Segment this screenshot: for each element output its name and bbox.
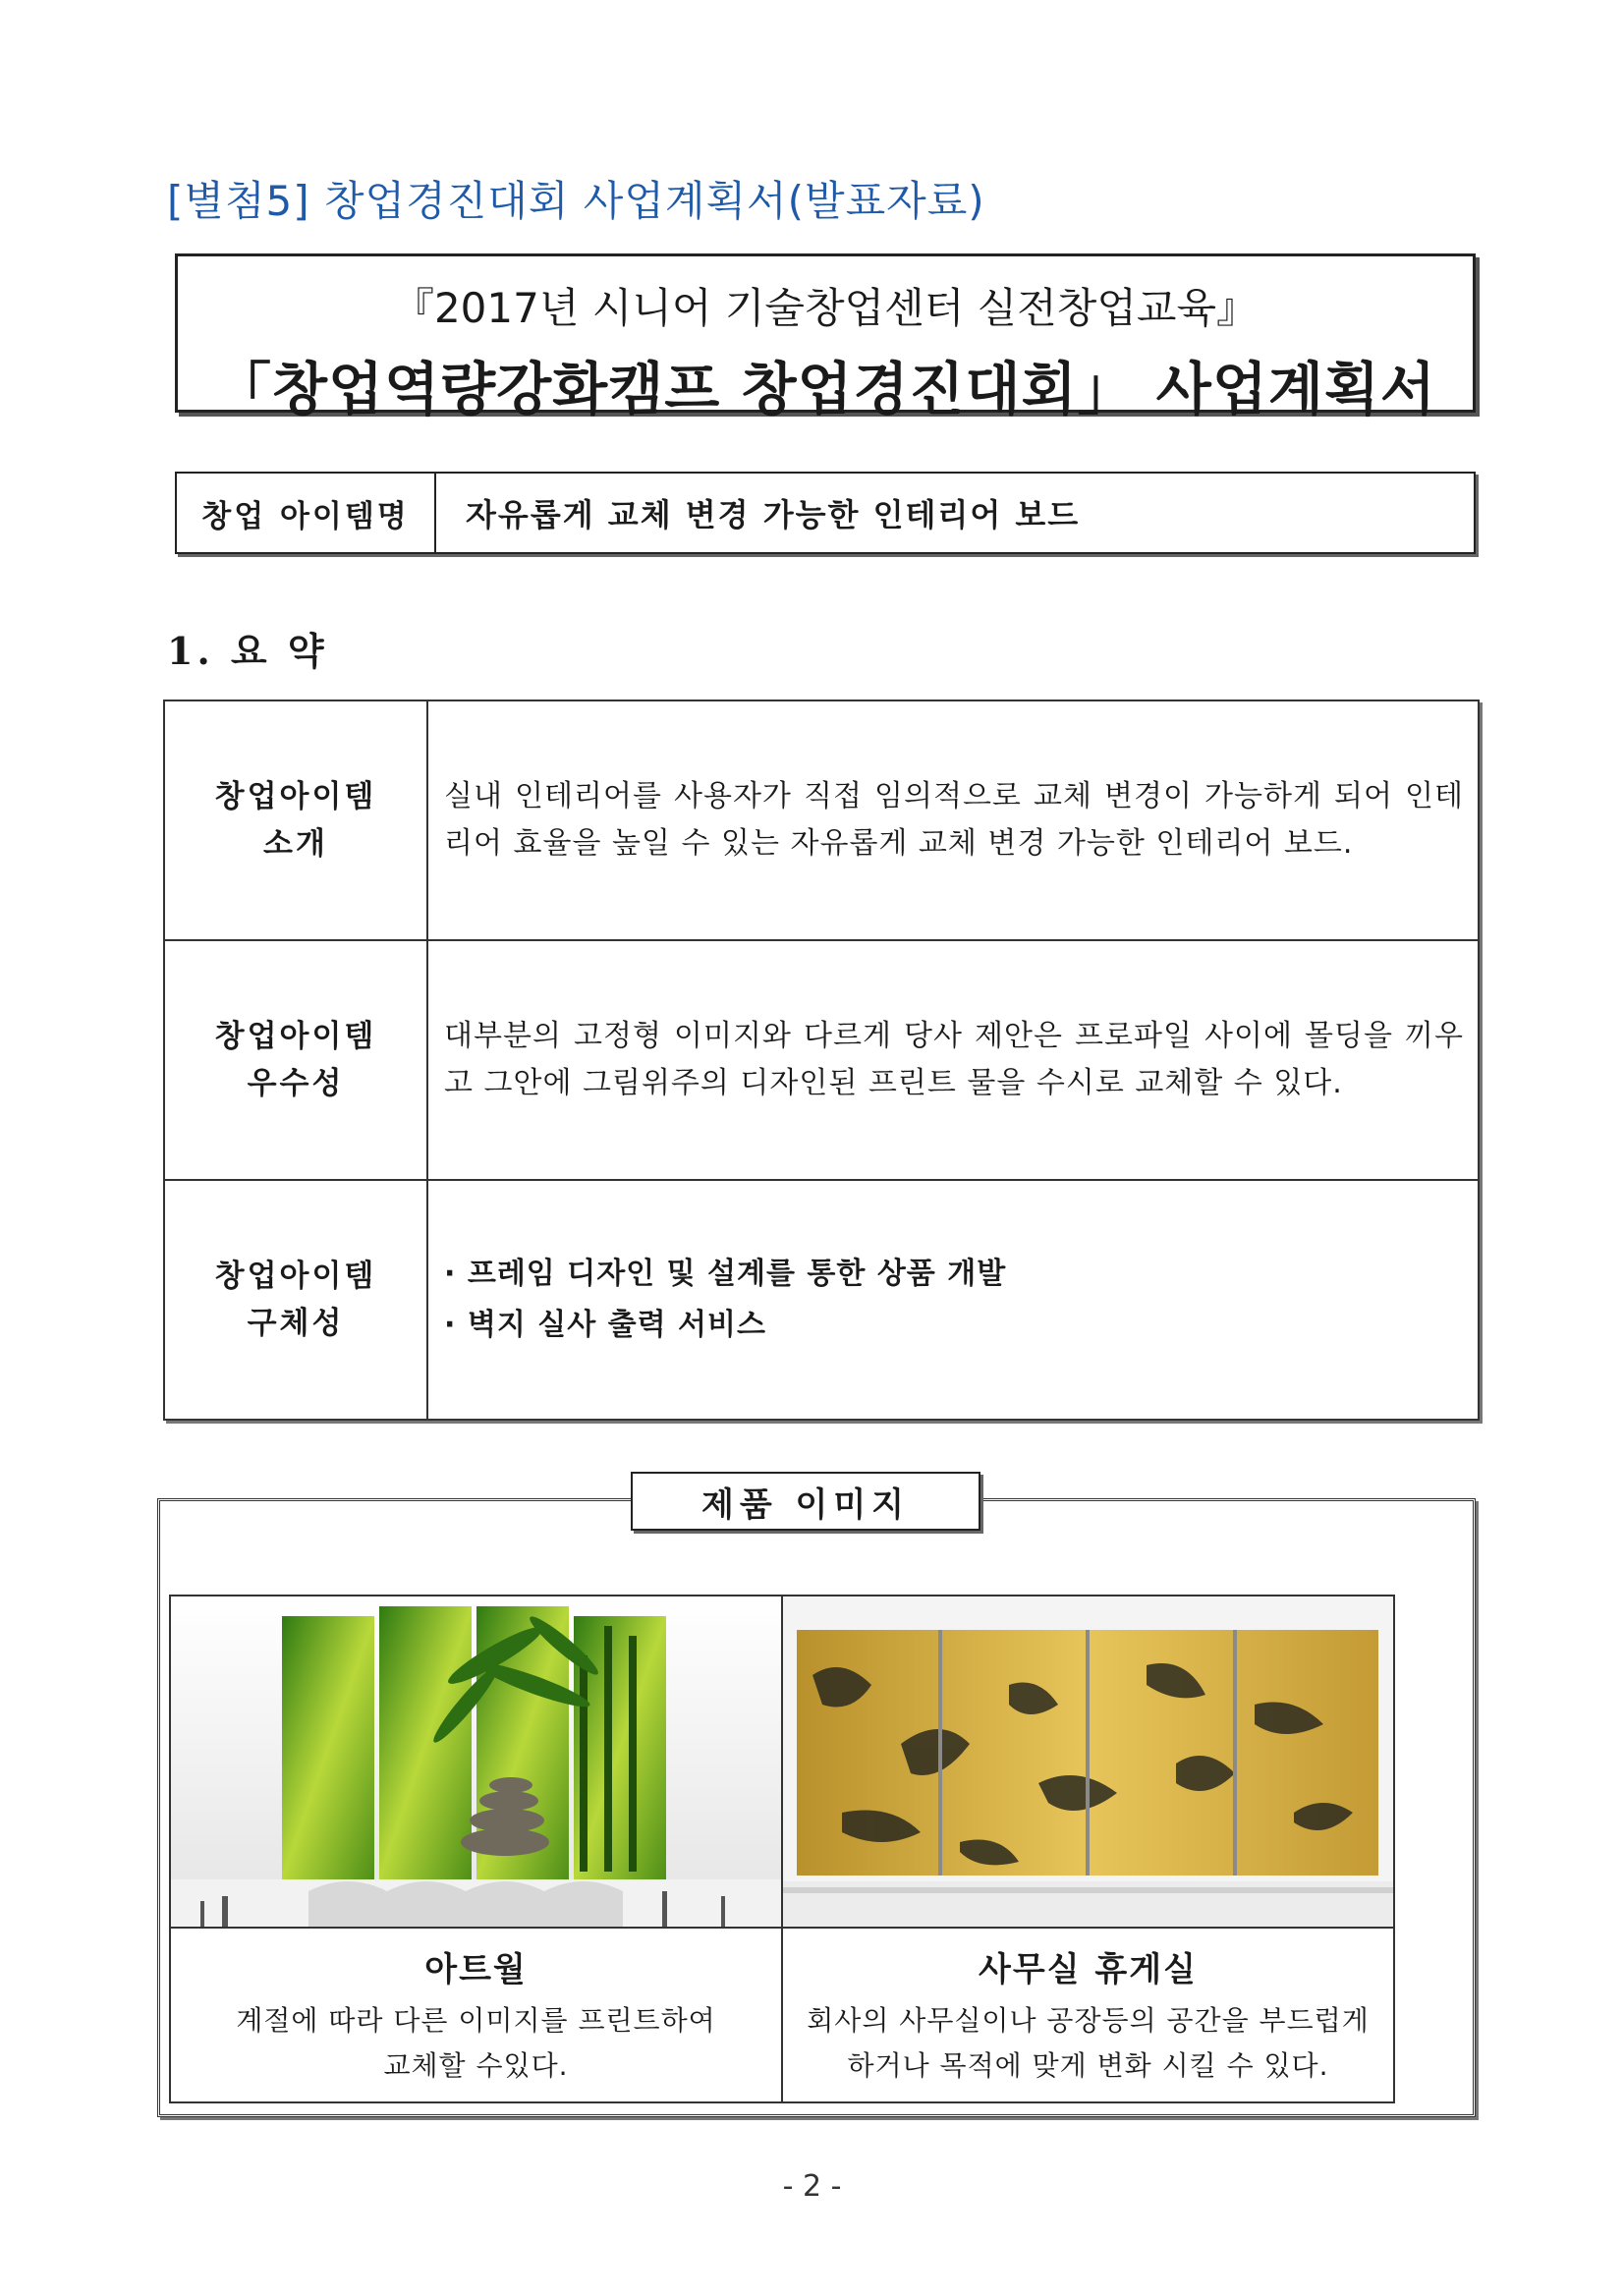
gold-marble-panels-image (783, 1596, 1393, 1927)
row-content: 대부분의 고정형 이미지와 다르게 당사 제안은 프로파일 사이에 몰딩을 끼우고 그안에 그림위주의 디자인된 프린트 물을 수시로 교체할 수 있다. (427, 940, 1479, 1180)
row-label (164, 700, 427, 940)
summary-table (163, 700, 1480, 1421)
attachment-label: [별첨5] 창업경진대회 사업계획서(발표자료) (167, 177, 985, 225)
caption-desc-line: 교체할 수있다. (383, 2049, 569, 2082)
office-lounge-photo (783, 1596, 1393, 1929)
summary-row-excellence (164, 940, 1479, 1180)
caption-title: 사무실 휴게실 (979, 1950, 1198, 1989)
summary-row-specificity (164, 1180, 1479, 1420)
row-label-line: 창업아이템 (214, 779, 377, 814)
product-art-wall (171, 1596, 781, 2101)
caption-title: 아트월 (424, 1950, 528, 1989)
summary-row-introduction (164, 700, 1479, 940)
item-name-label: 창업 아이템명 (177, 474, 436, 552)
row-label-line: 우수성 (247, 1066, 345, 1101)
product-image-panel-title: 제품 이미지 (631, 1472, 980, 1531)
row-content: 실내 인테리어를 사용자가 직접 임의적으로 교체 변경이 가능하게 되어 인테리어 효율을 높일 수 있는 자유롭게 교체 변경 가능한 인테리어 보드. (427, 700, 1479, 940)
art-wall-photo (171, 1596, 781, 1929)
row-label-line: 창업아이템 (214, 1019, 377, 1054)
product-office-lounge (781, 1596, 1393, 2101)
row-content (427, 1180, 1479, 1420)
item-name-row (175, 472, 1476, 554)
title-box (175, 253, 1476, 422)
office-lounge-caption (783, 1929, 1393, 2101)
caption-desc-line: 회사의 사무실이나 공장등의 공간을 부드럽게 (807, 2004, 1370, 2037)
row-label (164, 940, 427, 1180)
item-name-value: 자유롭게 교체 변경 가능한 인테리어 보드 (466, 496, 1081, 533)
section-heading-summary: 1. 요 약 (167, 629, 328, 673)
caption-desc-line: 계절에 따라 다른 이미지를 프린트하여 (236, 2004, 716, 2037)
row-label-line: 소개 (263, 826, 328, 862)
page-number: - 2 - (782, 2169, 842, 2204)
row-label-line: 구체성 (247, 1306, 345, 1341)
bullet-item: · 프레임 디자인 및 설계를 통한 상품 개발 (444, 1257, 1007, 1291)
caption-desc-line: 하거나 목적에 맞게 변화 시킬 수 있다. (847, 2049, 1329, 2082)
product-image-grid (169, 1595, 1395, 2103)
row-label-line: 창업아이템 (214, 1259, 377, 1294)
bamboo-stones-image (171, 1596, 781, 1927)
document-title: 「창업역량강화캠프 창업경진대회」 사업계획서 (214, 356, 1436, 422)
art-wall-caption (171, 1929, 781, 2101)
row-label (164, 1180, 427, 1420)
title-subheading: 『2017년 시니어 기술창업센터 실전창업교육』 (392, 284, 1259, 332)
bullet-item: · 벽지 실사 출력 서비스 (444, 1308, 766, 1342)
